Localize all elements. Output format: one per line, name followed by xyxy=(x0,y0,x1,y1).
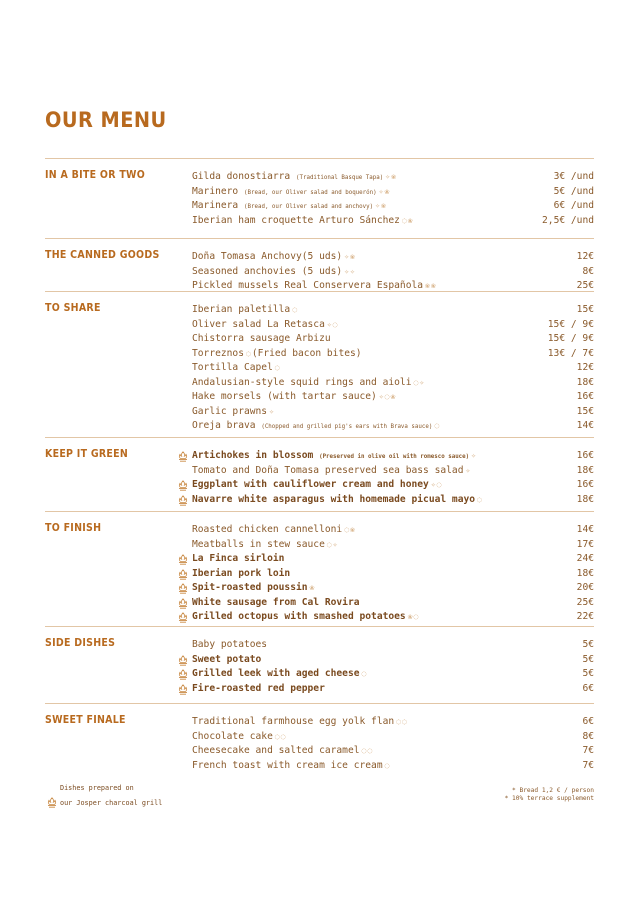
menu-item xyxy=(192,538,594,553)
item-description: (Traditional Basque Tapa) xyxy=(295,175,384,181)
item-description: (Preserved in olive oil with romesco sauce) xyxy=(319,454,470,460)
menu-notes xyxy=(505,787,594,803)
item-price: 5€ /und xyxy=(553,185,594,197)
grill-icon xyxy=(47,797,57,808)
bread-note: * Bread 1,2 € / person xyxy=(512,787,594,794)
grill-icon xyxy=(178,612,188,623)
menu-item xyxy=(192,464,594,479)
menu-section xyxy=(45,511,594,622)
menu-item xyxy=(192,185,594,200)
item-price: 2,5€ /und xyxy=(542,214,594,226)
allergen-icons: ◌ xyxy=(245,348,252,358)
item-price: 16€ xyxy=(576,479,594,490)
item-price: 8€ xyxy=(582,730,594,742)
item-price: 22€ xyxy=(576,611,594,622)
allergen-icons: ✧✧ xyxy=(344,266,356,276)
menu-item xyxy=(192,318,594,333)
item-price: 5€ xyxy=(582,639,594,650)
menu-section xyxy=(45,238,594,291)
item-name: Fire-roasted red pepper xyxy=(192,682,325,694)
item-price: 7€ xyxy=(582,745,594,756)
item-name: Hake morsels (with tartar sauce) xyxy=(192,391,377,402)
section-title: IN A BITE OR TWO xyxy=(45,169,146,181)
allergen-icons: ✧◌❀ xyxy=(378,392,397,401)
allergen-icons: ✧❀ xyxy=(385,172,397,181)
allergen-icons: ✧❀ xyxy=(344,252,356,261)
menu-item xyxy=(192,199,594,214)
menu-item xyxy=(192,653,594,668)
allergen-icons: ✧◌ xyxy=(430,480,443,489)
menu-item xyxy=(192,715,594,730)
menu-item xyxy=(192,596,594,611)
item-price: 25€ xyxy=(576,596,594,608)
item-price: 6€ xyxy=(582,716,594,727)
item-description: (Bread, our Oliver salad and boquerón) xyxy=(244,189,377,196)
item-price: 12€ xyxy=(576,251,594,262)
section-title: TO FINISH xyxy=(45,522,102,534)
item-name: Eggplant with cauliflower cream and honey xyxy=(192,479,429,490)
item-name: Andalusian-style squid rings and aioli xyxy=(192,376,412,388)
grill-icon xyxy=(178,480,188,491)
item-price: 15€ / 9€ xyxy=(547,318,594,330)
item-name: Chistorra sausage Arbizu xyxy=(192,333,331,344)
menu-item xyxy=(192,638,594,653)
section-title: SIDE DISHES xyxy=(45,637,116,649)
item-price: 15€ / 9€ xyxy=(547,333,594,344)
item-price: 18€ xyxy=(576,376,594,388)
grill-icon xyxy=(178,583,188,594)
allergen-icons: ✧ xyxy=(471,451,477,460)
menu-item xyxy=(192,390,594,405)
grill-legend-line2: our Josper charcoal grill xyxy=(60,799,163,807)
menu-item xyxy=(192,214,594,229)
allergen-icons: ✧❀ xyxy=(375,201,387,210)
menu-item xyxy=(192,405,594,420)
menu-item xyxy=(192,759,594,774)
item-name: Garlic prawns xyxy=(192,405,268,417)
item-price: 20€ xyxy=(576,582,594,593)
grill-icon xyxy=(178,598,188,609)
allergen-icons: ◌ xyxy=(477,494,483,504)
item-name: Torreznos xyxy=(192,347,244,359)
item-name: Sweet potato xyxy=(192,653,262,665)
menu-item xyxy=(192,170,594,185)
menu-section xyxy=(45,703,594,771)
section-title: TO SHARE xyxy=(45,302,101,314)
item-name: White sausage from Cal Rovira xyxy=(192,596,360,608)
item-name: Marinero xyxy=(192,185,239,197)
item-name: Pickled mussels Real Conservera Española xyxy=(192,280,424,291)
menu-item xyxy=(192,347,594,362)
menu-item xyxy=(192,376,594,391)
item-price: 12€ xyxy=(576,362,594,373)
menu-item xyxy=(192,667,594,682)
terrace-note: * 10% terrace supplement xyxy=(504,795,594,802)
allergen-icons: ◌ xyxy=(384,760,391,770)
menu-item xyxy=(192,523,594,538)
menu-item xyxy=(192,419,594,434)
grill-icon xyxy=(178,554,188,565)
item-price: 13€ / 7€ xyxy=(547,347,594,359)
allergen-icons: ✧ xyxy=(465,465,472,475)
allergen-icons: ◌✧ xyxy=(413,377,426,387)
menu-section xyxy=(45,158,594,226)
menu-section xyxy=(45,626,594,694)
allergen-icons: ◌❀ xyxy=(344,525,356,534)
item-price: 17€ xyxy=(576,538,594,550)
item-price: 7€ xyxy=(582,759,594,771)
item-price: 14€ xyxy=(576,420,594,431)
item-suffix: (Fried bacon bites) xyxy=(251,347,362,359)
item-price: 15€ xyxy=(576,405,594,417)
item-price: 15€ xyxy=(576,304,594,315)
allergen-icons: ❀ xyxy=(309,583,316,592)
allergen-icons: ❀◌ xyxy=(407,612,420,621)
allergen-icons: ✧◌ xyxy=(326,319,339,329)
item-name: Iberian pork loin xyxy=(192,567,291,579)
item-name: Chocolate cake xyxy=(192,730,273,742)
allergen-icons: ✧ xyxy=(269,406,275,416)
item-name: Gilda donostiarra xyxy=(192,171,291,182)
grill-icon xyxy=(178,451,188,462)
grill-legend xyxy=(47,781,162,811)
grill-icon xyxy=(178,495,188,506)
grill-icon xyxy=(178,684,188,695)
allergen-icons: ◌ xyxy=(274,363,281,372)
menu-item xyxy=(192,478,594,493)
item-price: 14€ xyxy=(576,524,594,535)
allergen-icons: ◌◌ xyxy=(361,746,374,755)
item-price: 16€ xyxy=(576,450,594,461)
allergen-icons: ◌ xyxy=(292,305,299,314)
item-price: 18€ xyxy=(576,493,594,505)
menu-item xyxy=(192,610,594,625)
menu-item xyxy=(192,449,594,464)
menu-item xyxy=(192,265,594,280)
menu-item xyxy=(192,493,594,508)
menu-item xyxy=(192,303,594,318)
allergen-icons: ◌❀ xyxy=(401,215,414,225)
allergen-icons: ◌◌ xyxy=(274,731,287,741)
item-name: Tortilla Capel xyxy=(192,362,273,373)
allergen-icons: ◌✧ xyxy=(326,539,339,549)
item-name: Doña Tomasa Anchovy(5 uds) xyxy=(192,251,343,262)
allergen-icons: ◌ xyxy=(361,669,368,678)
item-name: Oreja brava xyxy=(192,420,256,431)
item-name: French toast with cream ice cream xyxy=(192,759,383,771)
allergen-icons: ✧❀ xyxy=(378,186,391,196)
item-name: Traditional farmhouse egg yolk flan xyxy=(192,716,395,727)
item-name: La Finca sirloin xyxy=(192,553,285,564)
item-price: 18€ xyxy=(576,567,594,579)
item-name: Tomato and Doña Tomasa preserved sea bass salad xyxy=(192,464,464,476)
item-name: Iberian ham croquette Arturo Sánchez xyxy=(192,214,400,226)
item-price: 6€ xyxy=(582,682,594,694)
item-name: Grilled leek with aged cheese xyxy=(192,668,360,679)
item-description: (Chopped and grilled pig's ears with Brava sauce) xyxy=(261,424,433,430)
item-name: Artichokes in blossom xyxy=(192,450,314,461)
item-price: 6€ /und xyxy=(553,200,594,211)
item-name: Navarre white asparagus with homemade picual mayo xyxy=(192,493,476,505)
item-name: Grilled octopus with smashed potatoes xyxy=(192,611,406,622)
grill-legend-line1: Dishes prepared on xyxy=(60,784,134,792)
section-title: SWEET FINALE xyxy=(45,714,126,726)
item-price: 24€ xyxy=(576,553,594,564)
item-name: Marinera xyxy=(192,200,239,211)
item-price: 5€ xyxy=(582,668,594,679)
item-price: 18€ xyxy=(576,464,594,476)
menu-item xyxy=(192,361,594,376)
section-title: KEEP IT GREEN xyxy=(45,448,129,460)
page-title: OUR MENU xyxy=(45,108,167,132)
menu-item xyxy=(192,552,594,567)
item-name: Seasoned anchovies (5 uds) xyxy=(192,265,343,277)
item-price: 5€ xyxy=(582,653,594,665)
allergen-icons: ◌◌ xyxy=(396,717,408,726)
section-title: THE CANNED GOODS xyxy=(45,249,160,261)
menu-section xyxy=(45,291,594,431)
item-name: Roasted chicken cannelloni xyxy=(192,524,343,535)
item-name: Spit-roasted poussin xyxy=(192,582,308,593)
item-name: Meatballs in stew sauce xyxy=(192,538,325,550)
allergen-icons: ❀❀ xyxy=(425,281,437,290)
grill-icon xyxy=(178,569,188,580)
grill-icon xyxy=(178,669,188,680)
menu-item xyxy=(192,744,594,759)
allergen-icons: ◌ xyxy=(434,421,441,430)
item-price: 25€ xyxy=(576,280,594,291)
menu-item xyxy=(192,730,594,745)
item-price: 16€ xyxy=(576,391,594,402)
item-name: Iberian paletilla xyxy=(192,304,291,315)
menu-item xyxy=(192,581,594,596)
item-description: (Bread, our Oliver salad and anchovy) xyxy=(244,204,374,210)
menu-section xyxy=(45,437,594,505)
item-price: 8€ xyxy=(582,265,594,277)
grill-icon xyxy=(178,655,188,666)
menu-item xyxy=(192,682,594,697)
menu-item xyxy=(192,567,594,582)
item-name: Oliver salad La Retasca xyxy=(192,318,325,330)
item-name: Baby potatoes xyxy=(192,639,268,650)
menu-item xyxy=(192,250,594,265)
item-name: Cheesecake and salted caramel xyxy=(192,745,360,756)
item-price: 3€ /und xyxy=(553,171,594,182)
menu-item xyxy=(192,332,594,347)
